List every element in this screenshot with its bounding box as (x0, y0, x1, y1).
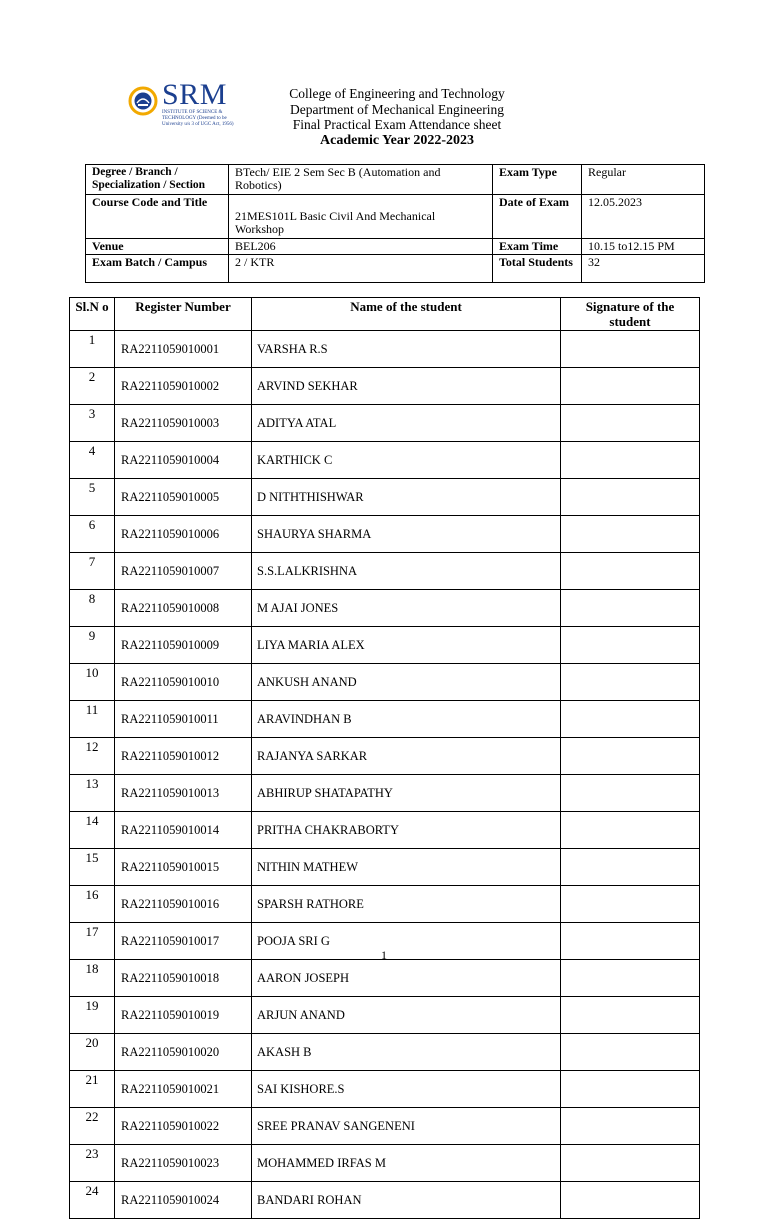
student-name-cell: D NITHTHISHWAR (252, 479, 561, 516)
signature-cell (561, 775, 700, 812)
register-number-cell: RA2211059010020 (115, 1034, 252, 1071)
batch-label: Exam Batch / Campus (86, 255, 229, 283)
register-number-cell: RA2211059010011 (115, 701, 252, 738)
signature-cell (561, 368, 700, 405)
table-row (70, 738, 700, 775)
register-number-cell: RA2211059010001 (115, 331, 252, 368)
register-number-cell: RA2211059010006 (115, 516, 252, 553)
signature-cell (561, 997, 700, 1034)
venue-value: BEL206 (229, 239, 493, 255)
student-name-cell: BANDARI ROHAN (252, 1182, 561, 1219)
signature-cell (561, 886, 700, 923)
table-row (70, 331, 700, 368)
sl-number-cell: 17 (70, 923, 115, 960)
register-number-cell: RA2211059010009 (115, 627, 252, 664)
signature-cell (561, 1108, 700, 1145)
student-name-cell: S.S.LALKRISHNA (252, 553, 561, 590)
register-number-cell: RA2211059010019 (115, 997, 252, 1034)
degree-label: Degree / Branch / Specialization / Section (86, 165, 229, 195)
table-row (70, 886, 700, 923)
header-signature: Signature of the student (561, 298, 700, 331)
signature-cell (561, 331, 700, 368)
course-label: Course Code and Title (86, 195, 229, 239)
register-number-cell: RA2211059010016 (115, 886, 252, 923)
table-row (70, 701, 700, 738)
page-number: 1 (381, 948, 387, 962)
batch-value: 2 / KTR (229, 255, 493, 283)
venue-label: Venue (86, 239, 229, 255)
student-name-cell: MOHAMMED IRFAS M (252, 1145, 561, 1182)
logo-text: SRM (162, 78, 227, 111)
degree-value: BTech/ EIE 2 Sem Sec B (Automation and Robotics) (229, 165, 493, 195)
sl-number-cell: 16 (70, 886, 115, 923)
student-name-cell: RAJANYA SARKAR (252, 738, 561, 775)
table-row (70, 627, 700, 664)
table-row (70, 1145, 700, 1182)
student-name-cell: NITHIN MATHEW (252, 849, 561, 886)
signature-cell (561, 960, 700, 997)
register-number-cell: RA2211059010013 (115, 775, 252, 812)
table-row (70, 812, 700, 849)
register-number-cell: RA2211059010017 (115, 923, 252, 960)
register-number-cell: RA2211059010014 (115, 812, 252, 849)
exam-type-value: Regular (582, 165, 705, 195)
signature-cell (561, 849, 700, 886)
sl-number-cell: 21 (70, 1071, 115, 1108)
exam-type-label: Exam Type (493, 165, 582, 195)
sl-number-cell: 10 (70, 664, 115, 701)
sl-number-cell: 12 (70, 738, 115, 775)
student-name-cell: KARTHICK C (252, 442, 561, 479)
register-number-cell: RA2211059010008 (115, 590, 252, 627)
student-name-cell: SPARSH RATHORE (252, 886, 561, 923)
table-row (70, 775, 700, 812)
table-row (70, 1034, 700, 1071)
sl-number-cell: 11 (70, 701, 115, 738)
table-row (70, 960, 700, 997)
table-row (70, 664, 700, 701)
signature-cell (561, 1071, 700, 1108)
signature-cell (561, 442, 700, 479)
register-number-cell: RA2211059010015 (115, 849, 252, 886)
signature-cell (561, 1145, 700, 1182)
document-header (0, 86, 768, 148)
student-name-cell: ARJUN ANAND (252, 997, 561, 1034)
signature-cell (561, 701, 700, 738)
student-name-cell: SHAURYA SHARMA (252, 516, 561, 553)
register-number-cell: RA2211059010024 (115, 1182, 252, 1219)
sl-number-cell: 1 (70, 331, 115, 368)
department-name: Department of Mechanical Engineering (289, 101, 505, 117)
student-name-cell: ADITYA ATAL (252, 405, 561, 442)
register-number-cell: RA2211059010002 (115, 368, 252, 405)
sl-number-cell: 19 (70, 997, 115, 1034)
total-value: 32 (582, 255, 705, 283)
table-row (70, 368, 700, 405)
student-name-cell: AKASH B (252, 1034, 561, 1071)
student-name-cell: AARON JOSEPH (252, 960, 561, 997)
sl-number-cell: 18 (70, 960, 115, 997)
student-name-cell: VARSHA R.S (252, 331, 561, 368)
register-number-cell: RA2211059010018 (115, 960, 252, 997)
student-name-cell: ARAVINDHAN B (252, 701, 561, 738)
student-name-cell: LIYA MARIA ALEX (252, 627, 561, 664)
table-row (70, 849, 700, 886)
sheet-title: Final Practical Exam Attendance sheet (292, 117, 502, 132)
register-number-cell: RA2211059010007 (115, 553, 252, 590)
signature-cell (561, 627, 700, 664)
attendance-rows (70, 331, 700, 1219)
table-row (70, 553, 700, 590)
signature-cell (561, 1182, 700, 1219)
exam-info-table (85, 164, 705, 283)
register-number-cell: RA2211059010012 (115, 738, 252, 775)
table-row (70, 479, 700, 516)
sl-number-cell: 5 (70, 479, 115, 516)
register-number-cell: RA2211059010004 (115, 442, 252, 479)
register-number-cell: RA2211059010023 (115, 1145, 252, 1182)
table-row (70, 1071, 700, 1108)
table-row (70, 405, 700, 442)
header-slno: Sl.N o (70, 298, 115, 331)
total-label: Total Students (493, 255, 582, 283)
date-value: 12.05.2023 (582, 195, 705, 239)
sl-number-cell: 14 (70, 812, 115, 849)
signature-cell (561, 738, 700, 775)
student-name-cell: POOJA SRI G (252, 923, 561, 960)
sl-number-cell: 20 (70, 1034, 115, 1071)
sl-number-cell: 2 (70, 368, 115, 405)
register-number-cell: RA2211059010003 (115, 405, 252, 442)
table-row (70, 442, 700, 479)
sl-number-cell: 15 (70, 849, 115, 886)
student-name-cell: ABHIRUP SHATAPATHY (252, 775, 561, 812)
signature-cell (561, 553, 700, 590)
sl-number-cell: 9 (70, 627, 115, 664)
logo-subtitle: INSTITUTE OF SCIENCE & TECHNOLOGY (Deemed to be University u/s 3 of UGC Act, 1956) (162, 110, 234, 127)
table-row (70, 1182, 700, 1219)
student-name-cell: SREE PRANAV SANGENENI (252, 1108, 561, 1145)
time-value: 10.15 to12.15 PM (582, 239, 705, 255)
table-row (70, 1108, 700, 1145)
student-name-cell: ARVIND SEKHAR (252, 368, 561, 405)
signature-cell (561, 516, 700, 553)
student-name-cell: ANKUSH ANAND (252, 664, 561, 701)
academic-year: Academic Year 2022-2023 (320, 132, 474, 148)
sl-number-cell: 7 (70, 553, 115, 590)
header-name: Name of the student (252, 298, 561, 331)
signature-cell (561, 664, 700, 701)
table-row (70, 997, 700, 1034)
sl-number-cell: 8 (70, 590, 115, 627)
sl-number-cell: 13 (70, 775, 115, 812)
table-row (70, 590, 700, 627)
sl-number-cell: 4 (70, 442, 115, 479)
student-name-cell: PRITHA CHAKRABORTY (252, 812, 561, 849)
signature-cell (561, 1034, 700, 1071)
sl-number-cell: 23 (70, 1145, 115, 1182)
course-value: 21MES101L Basic Civil And Mechanical Workshop (229, 195, 493, 239)
student-name-cell: SAI KISHORE.S (252, 1071, 561, 1108)
attendance-table (69, 297, 700, 1219)
table-row (70, 516, 700, 553)
signature-cell (561, 405, 700, 442)
date-label: Date of Exam (493, 195, 582, 239)
time-label: Exam Time (493, 239, 582, 255)
sl-number-cell: 3 (70, 405, 115, 442)
sl-number-cell: 24 (70, 1182, 115, 1219)
signature-cell (561, 479, 700, 516)
register-number-cell: RA2211059010005 (115, 479, 252, 516)
register-number-cell: RA2211059010022 (115, 1108, 252, 1145)
college-name: College of Engineering and Technology (289, 86, 505, 101)
sl-number-cell: 6 (70, 516, 115, 553)
register-number-cell: RA2211059010021 (115, 1071, 252, 1108)
sl-number-cell: 22 (70, 1108, 115, 1145)
signature-cell (561, 812, 700, 849)
student-name-cell: M AJAI JONES (252, 590, 561, 627)
register-number-cell: RA2211059010010 (115, 664, 252, 701)
header-register: Register Number (115, 298, 252, 331)
signature-cell (561, 590, 700, 627)
